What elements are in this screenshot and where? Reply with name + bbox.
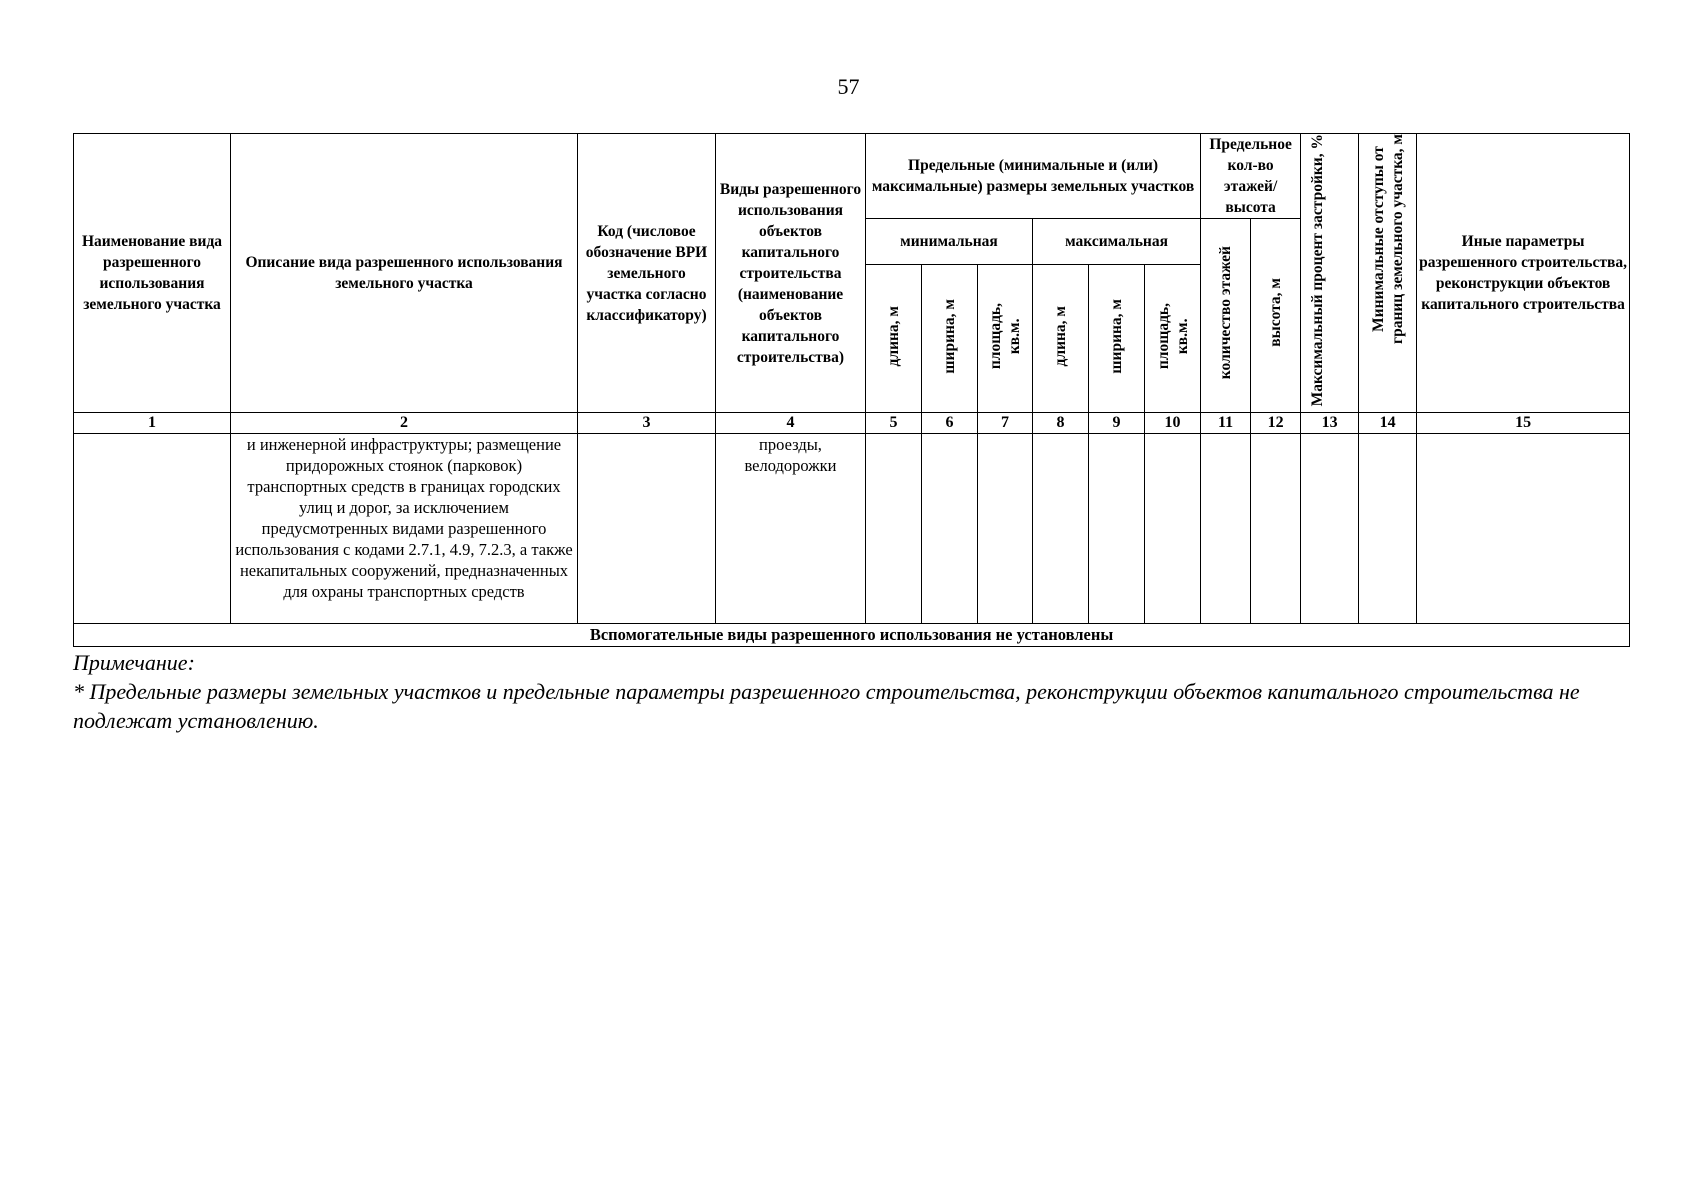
cell-code <box>578 434 716 624</box>
column-number: 2 <box>231 413 578 434</box>
table-row <box>74 434 1630 624</box>
header-min-width-text: ширина, м <box>941 298 958 374</box>
land-use-table <box>73 133 1630 647</box>
cell-max-coverage <box>1301 434 1359 624</box>
column-number: 12 <box>1251 413 1301 434</box>
column-number: 8 <box>1033 413 1089 434</box>
header-minimum: минимальная <box>866 219 1033 265</box>
header-max-coverage-text: Максимальный процент застройки, % <box>1308 134 1326 407</box>
header-min-area <box>978 265 1033 413</box>
header-height-text: высота, м <box>1267 278 1285 348</box>
header-max-width-text: ширина, м <box>1108 298 1125 374</box>
header-min-area-text <box>986 303 1024 369</box>
note-block <box>73 648 1633 735</box>
cell-use-name <box>74 434 231 624</box>
header-maximum: максимальная <box>1033 219 1201 265</box>
column-numbers-row <box>74 413 1630 434</box>
cell-min-area <box>978 434 1033 624</box>
header-use-description: Описание вида разрешенного использования земельного участка <box>231 134 578 413</box>
cell-max-length <box>1033 434 1089 624</box>
column-number: 11 <box>1201 413 1251 434</box>
header-floors-count-text: количество этажей <box>1217 246 1235 380</box>
cell-min-width <box>922 434 978 624</box>
cell-capital-construction-types: проезды, велодорожки <box>716 434 866 624</box>
header-min-width <box>922 265 978 413</box>
note-title: Примечание: <box>73 650 195 675</box>
header-max-area-line1: площадь, <box>1154 302 1172 369</box>
header-plot-size-limits: Предельные (минимальные и (или) максимальные) размеры земельных участков <box>866 134 1201 219</box>
header-min-length <box>866 265 922 413</box>
auxiliary-row <box>74 624 1630 647</box>
header-floors-limit: Предельное кол-во этажей/ высота <box>1201 134 1301 219</box>
cell-height <box>1251 434 1301 624</box>
page-number: 57 <box>837 74 860 99</box>
header-other-parameters: Иные параметры разрешенного строительства, реконструкции объектов капитального строительства <box>1417 134 1630 413</box>
cell-min-setbacks <box>1359 434 1417 624</box>
cell-min-length <box>866 434 922 624</box>
column-number: 13 <box>1301 413 1359 434</box>
column-number: 3 <box>578 413 716 434</box>
column-number: 9 <box>1089 413 1145 434</box>
header-floors-count <box>1201 219 1251 413</box>
cell-use-description: и инженерной инфраструктуры; размещение придорожных стоянок (парковок) транспортных средств в границах городских улиц и дорог, за исключением предусмотренных видами разрешенного использования с кодами 2.7.1, 4.9, 7.2.3, а также некапитальных сооружений, предназначенных для охраны транспортных средств <box>231 434 578 624</box>
header-height <box>1251 219 1301 413</box>
cell-floors-count <box>1201 434 1251 624</box>
column-number: 14 <box>1359 413 1417 434</box>
column-number: 10 <box>1145 413 1201 434</box>
cell-other-parameters <box>1417 434 1630 624</box>
header-min-area-line2: кв.м. <box>1006 318 1023 354</box>
header-capital-construction-types: Виды разрешенного использования объектов капитального строительства (наименование объектов капитального строительства) <box>716 134 866 413</box>
header-min-area-line1: площадь, <box>987 302 1004 369</box>
header-code: Код (числовое обозначение ВРИ земельного участка согласно классификатору) <box>578 134 716 413</box>
column-number: 6 <box>922 413 978 434</box>
header-max-width <box>1089 265 1145 413</box>
header-max-coverage <box>1301 134 1359 413</box>
cell-max-area <box>1145 434 1201 624</box>
header-min-setbacks-line2: границ земельного участка, м <box>1388 134 1406 344</box>
header-max-area <box>1145 265 1201 413</box>
header-min-length-text: длина, м <box>885 305 902 367</box>
column-number: 1 <box>74 413 231 434</box>
column-number: 4 <box>716 413 866 434</box>
header-min-setbacks <box>1359 134 1417 413</box>
column-number: 5 <box>866 413 922 434</box>
header-min-setbacks-text <box>1369 134 1407 344</box>
column-number: 15 <box>1417 413 1630 434</box>
header-max-length-text: длина, м <box>1052 305 1069 367</box>
header-max-area-text <box>1154 303 1192 369</box>
header-max-area-line2: кв.м. <box>1173 318 1191 354</box>
cell-max-width <box>1089 434 1145 624</box>
header-max-length <box>1033 265 1089 413</box>
header-use-name: Наименование вида разрешенного использования земельного участка <box>74 134 231 413</box>
column-number: 7 <box>978 413 1033 434</box>
header-min-setbacks-line1: Минимальные отступы от <box>1369 146 1387 332</box>
note-text: * Предельные размеры земельных участков и предельные параметры разрешенного строительства, реконструкции объектов капитального строительства не подлежат установлению. <box>73 679 1580 733</box>
auxiliary-uses-note: Вспомогательные виды разрешенного использования не установлены <box>74 624 1630 647</box>
